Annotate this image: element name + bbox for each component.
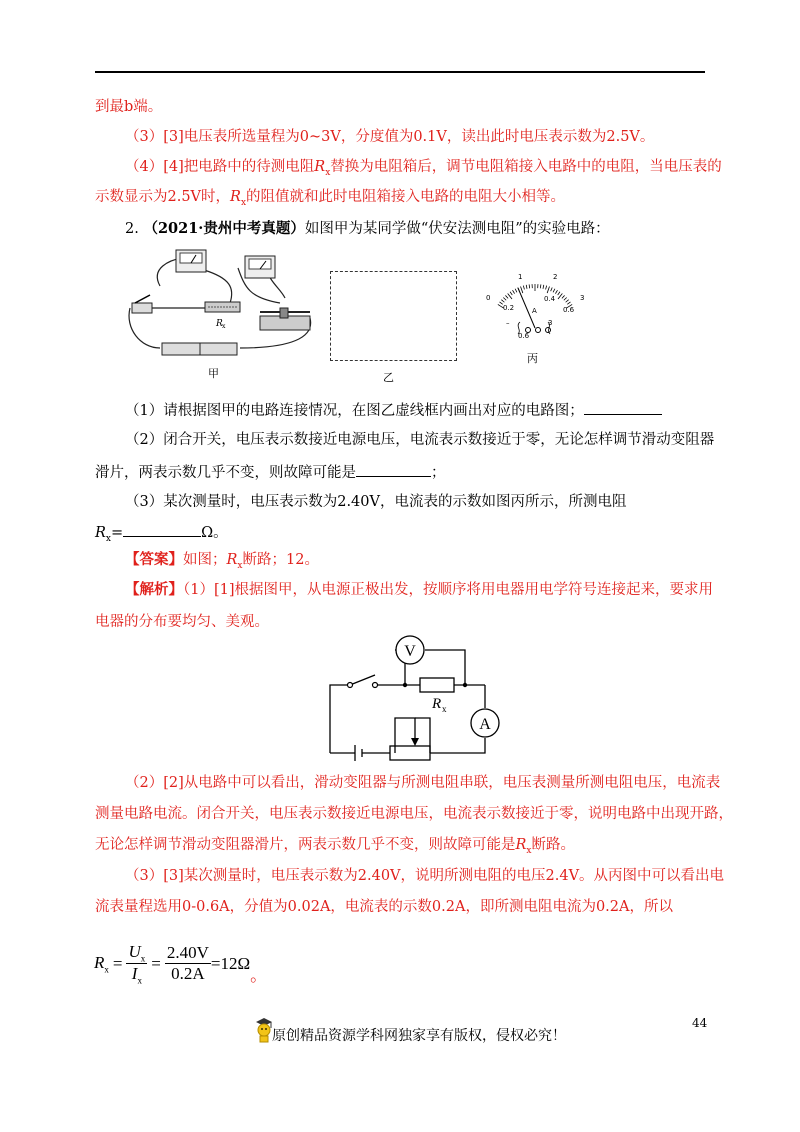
- meter-tick: [546, 286, 547, 290]
- ammeter-device: [245, 256, 275, 278]
- header-rule: [95, 71, 705, 73]
- meter-terminal: 0.6: [518, 332, 530, 340]
- meter-tick: [540, 284, 541, 288]
- analysis-3-line1: （3）[3]某次测量时，电压表示数为2.40V，说明所测电阻的电压2.4V。从丙图中可以看出电: [125, 868, 725, 884]
- meter-tick: [558, 292, 560, 295]
- meter-tick: [503, 297, 506, 300]
- caption-bing: 丙: [527, 352, 538, 365]
- footer-copyright: 原创精品资源学科网独家享有版权，侵权必究！: [272, 1028, 566, 1044]
- meter-bottom-label: 3: [580, 294, 585, 302]
- meter-tick: [555, 290, 557, 293]
- subquestion-3-line1: （3）某次测量时，电压表示数为2.40V，电流表的示数如图丙所示，所测电阻: [125, 494, 627, 510]
- analysis-2-line1: （2）[2]从电路中可以看出，滑动变阻器与所测电阻串联，电压表测量所测电阻电压，电流表: [125, 775, 721, 791]
- meter-unit: A: [532, 307, 537, 315]
- answer-blank-3[interactable]: [123, 522, 201, 537]
- paragraph-3: （4）[4]把电路中的待测电阻$R_x$替换为电阻箱后，调节电阻箱接入电路中的电阻，当电压表的: [125, 159, 722, 178]
- resistor-device: [205, 302, 240, 312]
- meter-tick: [510, 292, 512, 295]
- paragraph-1: 到最b端。: [95, 99, 163, 115]
- answer-line: 【答案】如图；$R_x$断路；12。: [125, 551, 319, 571]
- subquestion-3-line2: $R_x= \Omega$。: [95, 522, 715, 549]
- figure-jia-apparatus: [120, 248, 320, 363]
- rx-sub-label: x: [442, 704, 447, 714]
- svg-text:x: x: [222, 323, 226, 330]
- meter-terminal-pos: 3: [548, 319, 553, 327]
- meter-bottom-label: 0.2: [503, 304, 515, 312]
- meter-tick: [526, 285, 527, 289]
- answer-blank-2[interactable]: [356, 462, 431, 477]
- subquestion-2-line2: 滑片，两表示数几乎不变，则故障可能是 ；: [95, 462, 715, 483]
- circuit-diagram: [320, 630, 510, 765]
- meter-tick: [501, 300, 504, 303]
- ammeter-label: A: [479, 716, 491, 733]
- analysis-line2: 电器的分布要均匀、美观。: [95, 614, 269, 630]
- figure-bing-ammeter-dial: [480, 268, 590, 348]
- meter-tick: [566, 300, 569, 303]
- meter-tick: [523, 286, 524, 290]
- figure-yi-dashed-box: [330, 271, 457, 361]
- meter-tick: [567, 302, 570, 304]
- page-number: 44: [692, 1016, 708, 1030]
- caption-yi: 乙: [383, 371, 394, 384]
- rheostat-device: [260, 308, 310, 330]
- analysis-line1: 【解析】（1）[1]根据图甲，从电源正极出发，按顺序将用电器用电学符号连接起来，要求用: [125, 581, 714, 598]
- meter-bottom-label: 0: [486, 294, 491, 302]
- voltmeter-label: V: [404, 643, 416, 660]
- paragraph-2: （3）[3]电压表所选量程为0~3V，分度值为0.1V，读出此时电压表示数为2.5V。: [125, 129, 655, 145]
- meter-tick: [562, 295, 565, 298]
- svg-text:R: R: [216, 319, 223, 329]
- meter-tick: [505, 295, 508, 298]
- rx-label: R: [432, 696, 442, 712]
- analysis-label: 【解析】: [125, 581, 183, 598]
- resistance-formula: $R_x$ = $U_x$ $I_x$ = 2.40V 0.2A =12Ω 。: [94, 942, 268, 986]
- question-2-stem: 2. （2021·贵州中考真题）如图甲为某同学做“伏安法测电阻”的实验电路：: [125, 220, 610, 237]
- subquestion-2-line1: （2）闭合开关，电压表示数接近电源电压，电流表示数接近于零，无论怎样调节滑动变阻器: [125, 432, 715, 448]
- voltmeter-device: [176, 250, 206, 272]
- meter-tick: [564, 297, 567, 300]
- subquestion-1: （1）请根据图甲的电路连接情况，在图乙虚线框内画出对应的电路图；: [125, 400, 745, 421]
- meter-bottom-label: 0.4: [544, 295, 556, 303]
- analysis-3-line2: 流表量程选用0-0.6A，分值为0.02A，电流表的示数0.2A，即所测电阻电流为0.2A，所以: [95, 899, 673, 915]
- meter-tick: [551, 288, 553, 292]
- meter-tick: [521, 286, 523, 293]
- meter-tick: [547, 286, 549, 293]
- meter-tick: [515, 289, 517, 293]
- meter-bottom-label: 0.6: [563, 306, 575, 314]
- battery-device: [162, 343, 237, 355]
- answer-blank-1[interactable]: [584, 400, 662, 415]
- meter-top-label: 2: [553, 273, 558, 281]
- paragraph-4: 示数显示为2.5V时，$R_x$的阻值就和此时电阻箱接入电路的电阻大小相等。: [95, 189, 566, 208]
- meter-tick: [513, 290, 515, 293]
- meter-top-label: 1: [518, 273, 523, 281]
- mascot-icon: [254, 1016, 274, 1044]
- question-source: （2021·贵州中考真题）: [143, 220, 305, 237]
- meter-tick: [543, 285, 544, 289]
- answer-label: 【答案】: [125, 551, 183, 568]
- meter-terminal-neg: –: [506, 319, 510, 327]
- analysis-2-line2: 测量电路电流。闭合开关，电压表示数接近电源电压，电流表示数接近于零，说明电路中出现开路，: [95, 806, 733, 822]
- meter-tick: [553, 289, 555, 293]
- switch-device: [132, 295, 152, 313]
- caption-jia: 甲: [208, 367, 219, 380]
- analysis-2-line3: 无论怎样调节滑动变阻器滑片，两表示数几乎不变，则故障可能是$R_x$断路。: [95, 837, 575, 856]
- meter-tick: [529, 284, 530, 288]
